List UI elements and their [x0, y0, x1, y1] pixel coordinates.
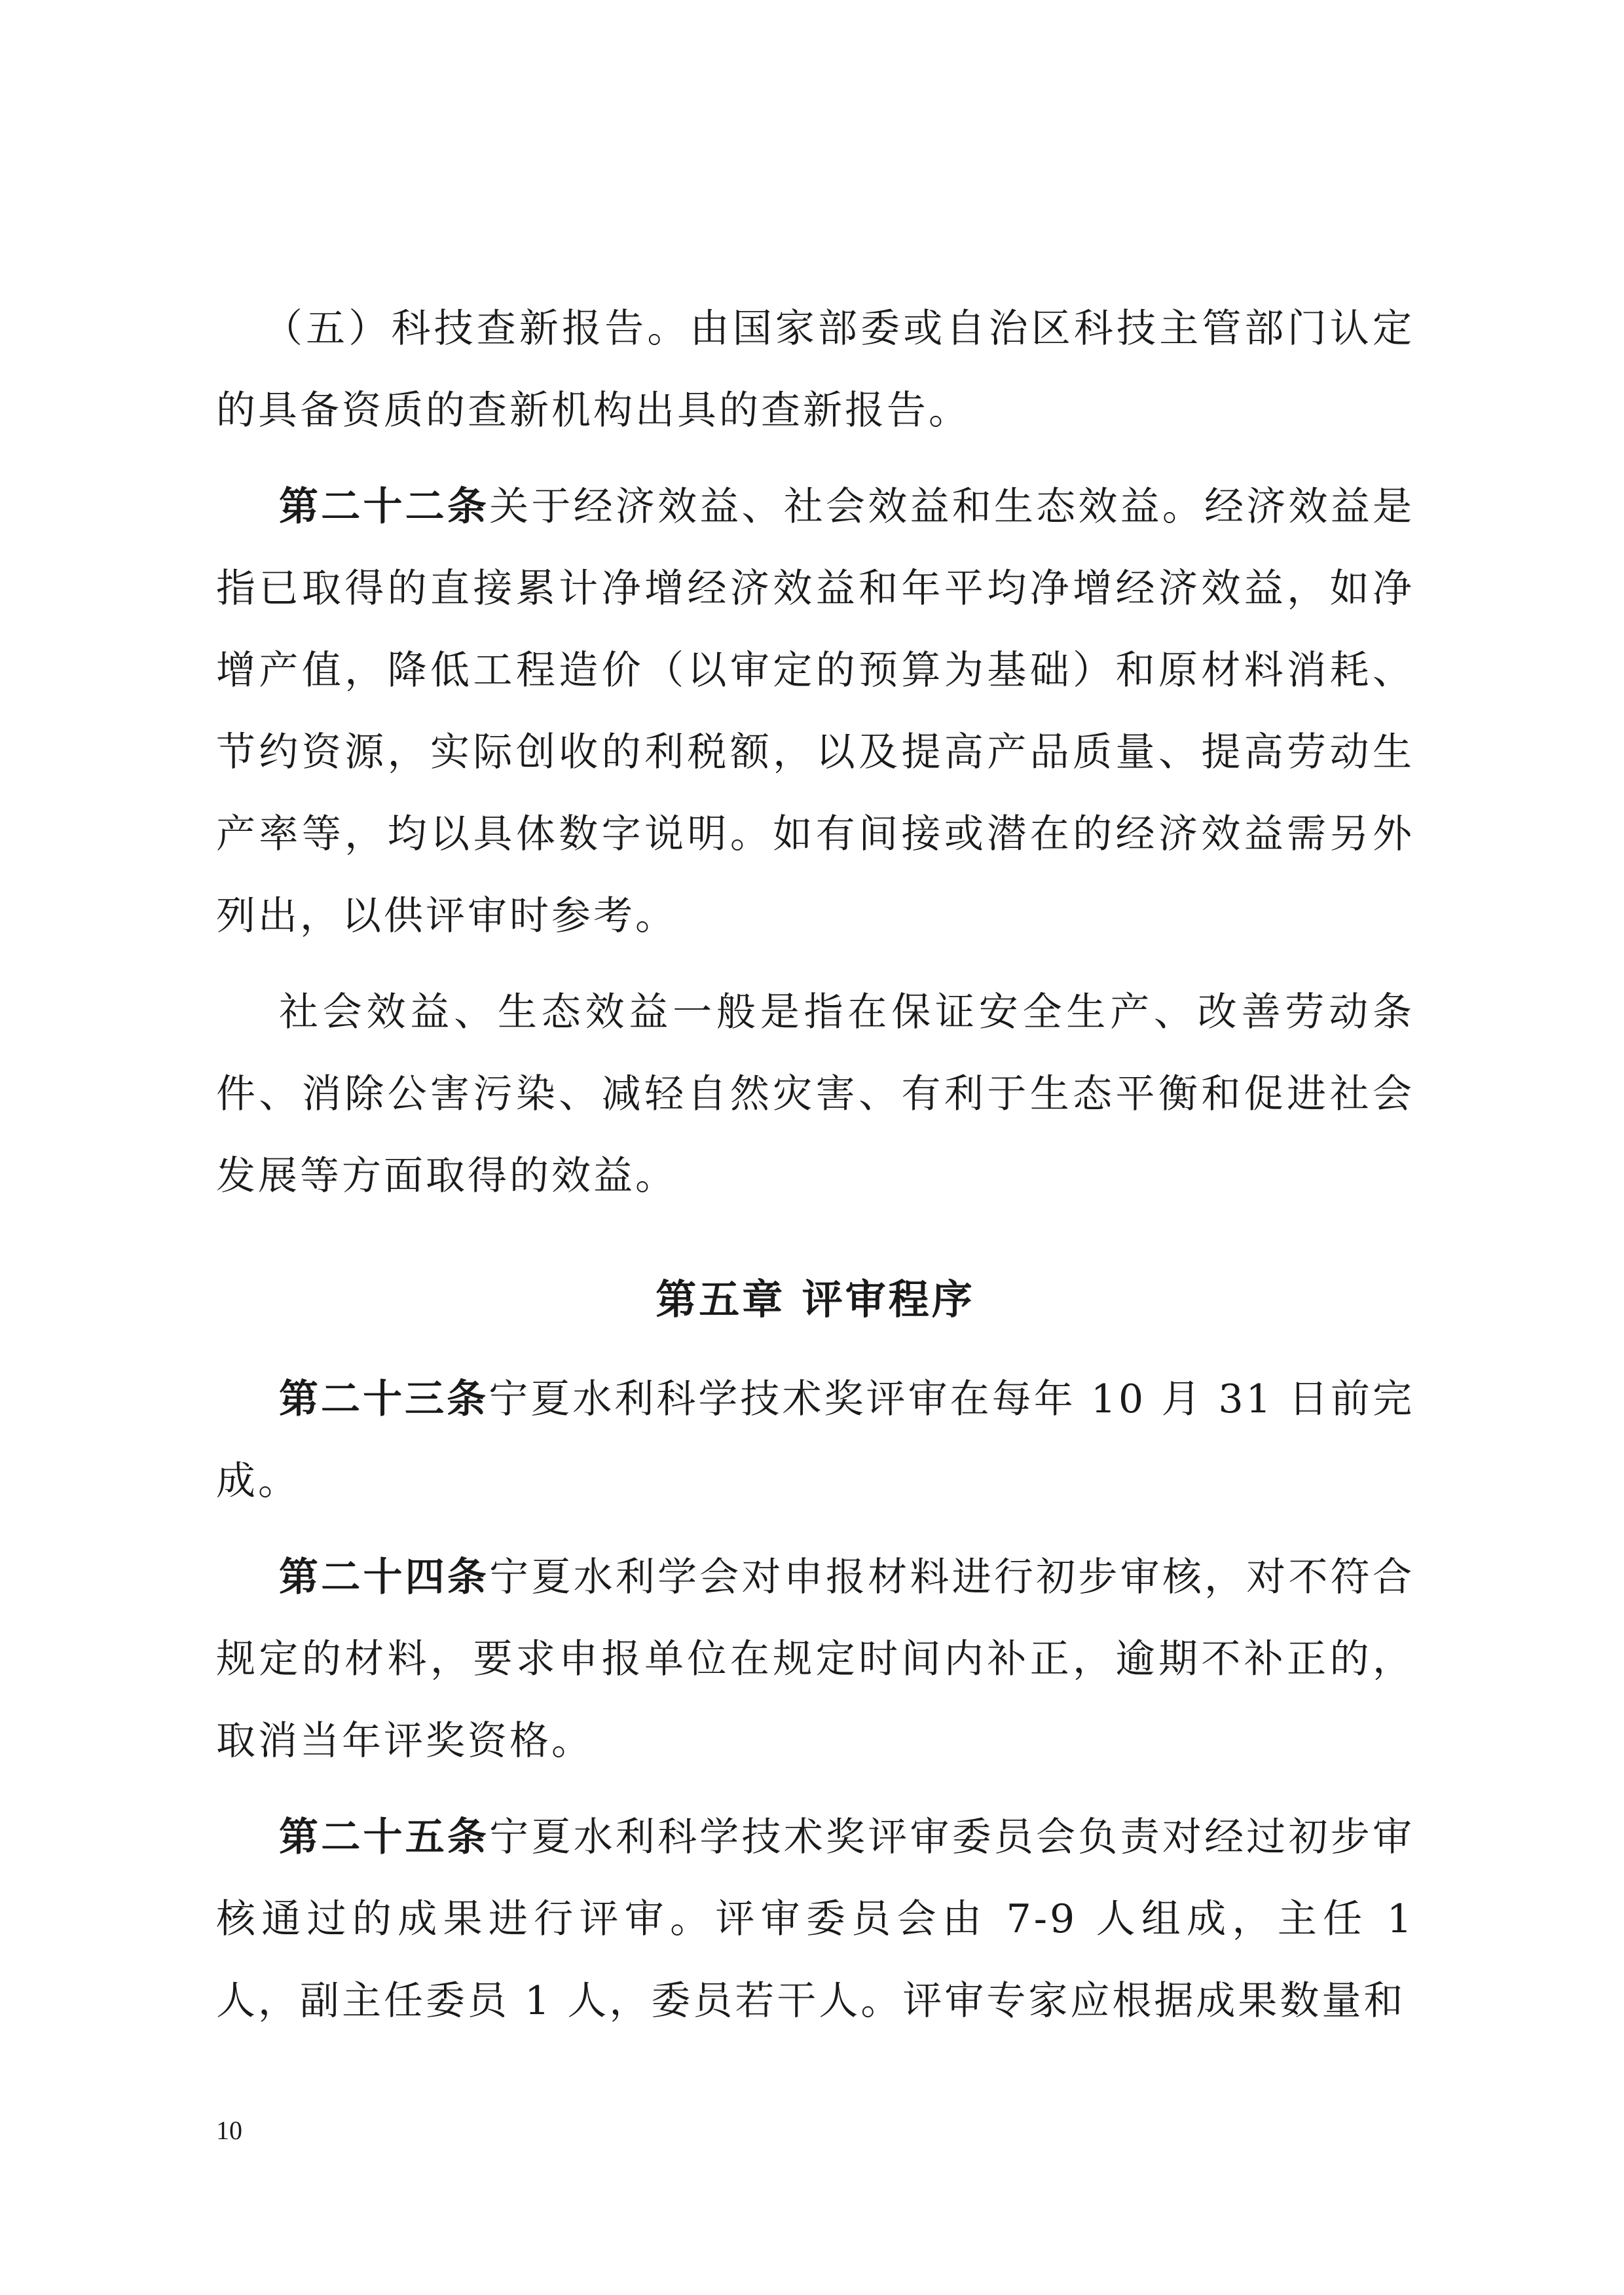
article-22-label: 第二十二条	[279, 484, 490, 530]
article-25-label: 第二十五条	[279, 1814, 490, 1860]
paragraph-social-benefit	[216, 972, 1414, 1217]
article-23-label: 第二十三条	[279, 1376, 489, 1422]
article-24-text: 宁夏水利学会对申报材料进行初步审核，对不符合规定的材料，要求申报单位在规定时间内补正，逾期不补正的，取消当年评奖资格。	[216, 1554, 1415, 1764]
article-25	[216, 1797, 1414, 2042]
chapter-title: 第五章 评审程序	[655, 1276, 975, 1323]
article-22	[216, 466, 1414, 957]
article-22-text: 关于经济效益、社会效益和生态效益。经济效益是指已取得的直接累计净增经济效益和年平均净增经济效益，如净增产值，降低工程造价（以审定的预算为基础）和原材料消耗、节约资源，实际创收的利税额，以及提高产品质量、提高劳动生产率等，均以具体数字说明。如有间接或潜在的经济效益需另外列出，以供评审时参考。	[216, 484, 1415, 939]
page-number: 10	[216, 2116, 242, 2145]
article-25-text: 宁夏水利科学技术奖评审委员会负责对经过初步审核通过的成果进行评审。评审委员会由 7-9 人组成，主任 1 人，副主任委员 1 人，委员若干人。评审专家应根据成果数量和	[216, 1814, 1415, 2024]
article-24-label: 第二十四条	[279, 1554, 490, 1600]
article-24	[216, 1537, 1414, 1782]
paragraph-text: 社会效益、生态效益一般是指在保证安全生产、改善劳动条件、消除公害污染、减轻自然灾害、有利于生态平衡和促进社会发展等方面取得的效益。	[216, 989, 1414, 1199]
lower-text-block	[216, 1359, 1414, 2042]
paragraph-text: （五）科技查新报告。由国家部委或自治区科技主管部门认定的具备资质的查新机构出具的查新报告。	[216, 306, 1414, 433]
article-23-text: 宁夏水利科学技术奖评审在每年 10 月 31 日前完成。	[216, 1376, 1415, 1504]
upper-text-block	[216, 288, 1414, 1217]
article-23	[216, 1359, 1414, 1522]
paragraph-item-5	[216, 288, 1414, 452]
